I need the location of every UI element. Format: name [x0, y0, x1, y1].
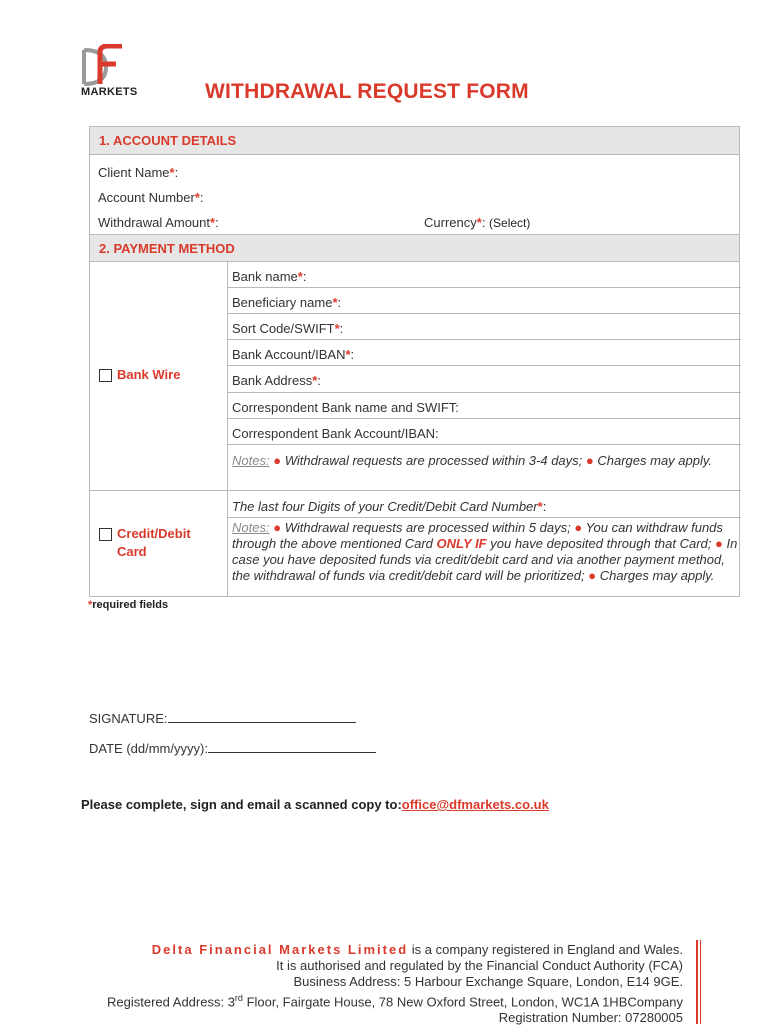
date-label: DATE (dd/mm/yyyy): [89, 741, 208, 756]
footer-line3: Business Address: 5 Harbour Exchange Square, London, E14 9GE. [293, 974, 683, 989]
correspondent-bank-account-field[interactable] [228, 419, 741, 445]
card-last-four-field[interactable]: The last four Digits of your Credit/Debit Card Number*: [228, 491, 741, 518]
email-link[interactable]: office@dfmarkets.co.uk [401, 797, 549, 812]
bank-name-field[interactable]: Bank name*: [228, 261, 741, 288]
client-name-field[interactable]: Client Name*: [98, 165, 179, 180]
card-label-line1: Credit/Debit [117, 526, 191, 541]
currency-select[interactable]: (Select) [489, 216, 531, 230]
section-account-details-heading: 1. ACCOUNT DETAILS [90, 127, 739, 155]
bank-address-field[interactable]: Bank Address*: [228, 366, 741, 393]
footer-line5: Registration Number: 07280005 [498, 1010, 683, 1026]
withdrawal-amount-field[interactable]: Withdrawal Amount*: [98, 215, 219, 230]
correspondent-bank-account-label: Correspondent Bank Account/IBAN: [232, 426, 439, 441]
bank-account-label: Bank Account/IBAN [232, 347, 346, 362]
footer-divider [696, 940, 698, 1024]
sort-code-label: Sort Code/SWIFT [232, 321, 335, 336]
email-instruction-text: Please complete, sign and email a scanned copy to: [81, 797, 402, 812]
client-name-label: Client Name [98, 165, 170, 180]
card-option [90, 491, 228, 597]
account-number-field[interactable]: Account Number*: [98, 190, 204, 205]
card-note-2a: You can withdraw funds through the above mentioned Card [232, 520, 723, 551]
bank-wire-checkbox[interactable] [99, 369, 112, 382]
card-note-4: Charges may apply. [599, 568, 715, 583]
card-checkbox[interactable] [99, 528, 112, 541]
card-note-2c: you have deposited through that Card; [490, 536, 712, 551]
beneficiary-name-field[interactable]: Beneficiary name*: [228, 288, 741, 314]
beneficiary-name-label: Beneficiary name [232, 295, 333, 310]
footer [107, 942, 683, 1026]
card-last-four-label: The last four Digits of your Credit/Debit Card Number [232, 499, 538, 514]
logo-text: MARKETS [81, 86, 138, 98]
card-note-3: In case you have deposited funds via credit/debit card and via another payment method, the withdrawal of funds via credit/debit card will be prioritized; [232, 536, 738, 583]
bank-address-label: Bank Address [232, 373, 313, 388]
card-label [117, 525, 191, 561]
bank-wire-notes-tag: Notes: [232, 453, 270, 468]
card-note-1: Withdrawal requests are processed within 5 days; [284, 520, 571, 535]
section-payment-method-heading: 2. PAYMENT METHOD [90, 234, 739, 262]
bank-wire-label: Bank Wire [117, 367, 181, 382]
card-note-2b: ONLY IF [436, 536, 487, 551]
signature-field[interactable] [89, 710, 356, 726]
card-notes-tag: Notes: [232, 520, 270, 535]
bank-wire-notes: Notes: ● Withdrawal requests are processed within 3-4 days; ● Charges may apply. [228, 445, 741, 491]
required-fields-text: required fields [92, 599, 169, 611]
currency-field[interactable]: Currency*: (Select) [424, 215, 531, 230]
required-fields-note: *required fields [88, 599, 169, 611]
bank-name-label: Bank name [232, 269, 298, 284]
footer-line4-sup: rd [234, 993, 243, 1003]
card-notes: Notes: ● Withdrawal requests are processed within 5 days; ● You can withdraw funds through the above mentioned Card ONLY IF you have deposited through that Card; ● In case you have deposited funds via credit/debit card and via another payment method, the withdrawal of funds via credit/debit card will be prioritized; ● Charges may apply. [232, 520, 738, 583]
bank-account-field[interactable]: Bank Account/IBAN*: [228, 340, 741, 366]
date-field[interactable] [89, 740, 376, 756]
bank-wire-note-2: Charges may apply. [597, 453, 713, 468]
footer-line4-pre: Registered Address: 3 [107, 994, 235, 1010]
footer-divider-thin [700, 940, 701, 1024]
footer-line2: It is authorised and regulated by the Financial Conduct Authority (FCA) [276, 958, 683, 973]
sort-code-field[interactable]: Sort Code/SWIFT*: [228, 314, 741, 340]
bank-wire-note-1: Withdrawal requests are processed within 3-4 days; [284, 453, 583, 468]
card-label-line2: Card [117, 544, 147, 559]
email-instruction [81, 797, 549, 812]
bank-wire-option [90, 261, 228, 491]
account-number-label: Account Number [98, 190, 195, 205]
withdrawal-form [89, 126, 740, 597]
correspondent-bank-name-label: Correspondent Bank name and SWIFT: [232, 400, 459, 415]
page-title: WITHDRAWAL REQUEST FORM [205, 80, 529, 103]
footer-company: Delta Financial Markets Limited [151, 942, 409, 957]
footer-line1: is a company registered in England and Wales. [411, 942, 683, 957]
correspondent-bank-name-field[interactable] [228, 393, 741, 419]
currency-label: Currency [424, 215, 477, 230]
footer-line4-post: Floor, Fairgate House, 78 New Oxford Street, London, WC1A 1HBCompany [246, 994, 683, 1010]
signature-label: SIGNATURE: [89, 711, 168, 726]
withdrawal-amount-label: Withdrawal Amount [98, 215, 210, 230]
